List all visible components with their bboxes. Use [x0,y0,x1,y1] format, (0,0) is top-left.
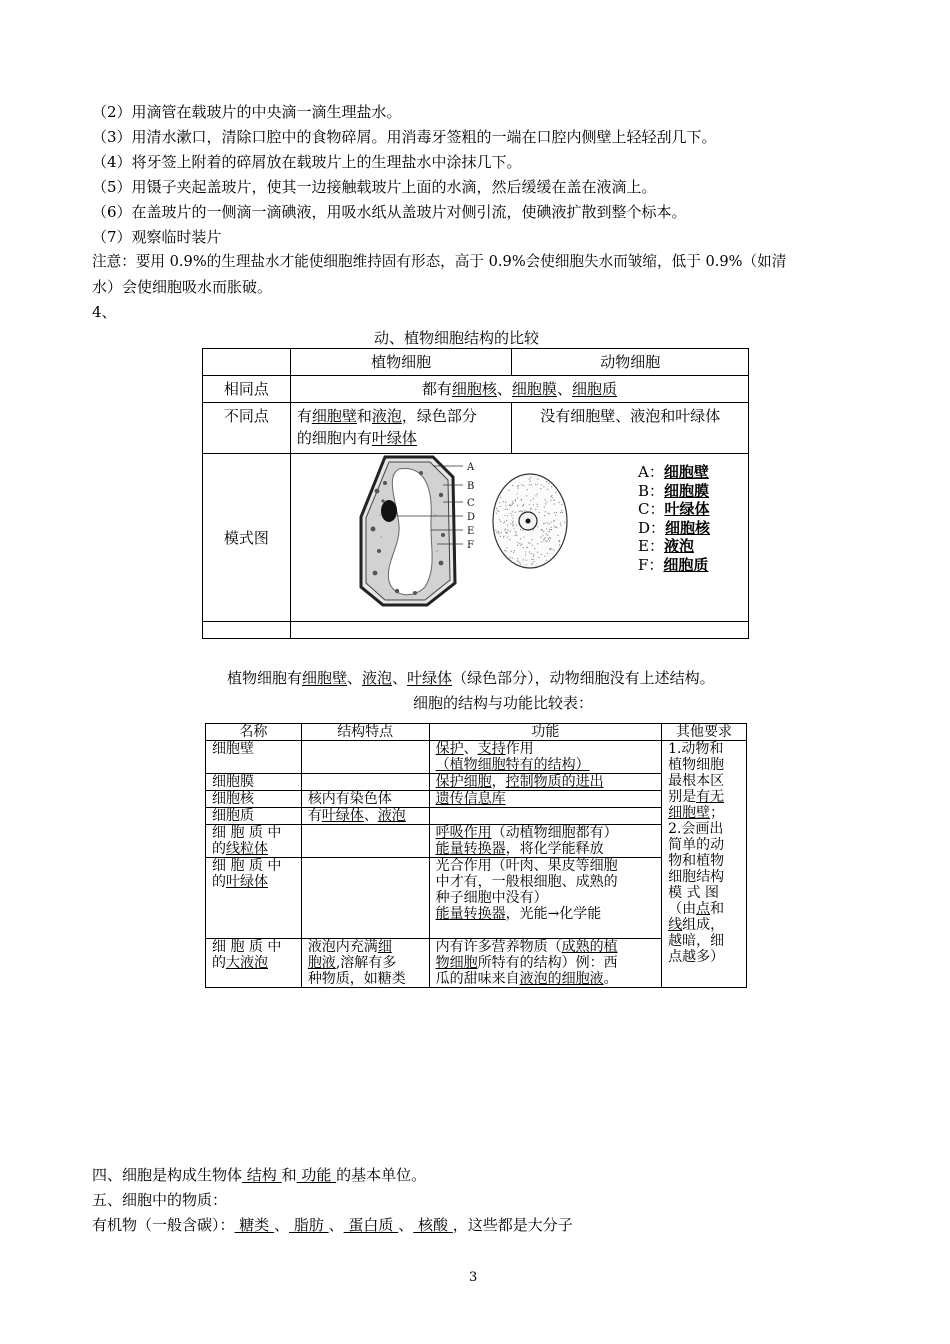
legend-item: A：细胞壁 [638,463,709,481]
same-points-cell: 都有细胞核、细胞膜、细胞质 [290,376,748,403]
legend-item: B：细胞膜 [638,481,710,500]
structure-cell [301,741,429,774]
step-5: （5）用镊子夹起盖玻片，使其一边接触载玻片上面的水滴，然后缓缓在盖在液滴上。 [92,178,657,196]
note-line-1: 注意：要用 0.9%的生理盐水才能使细胞维持固有形态，高于 0.9%会使细胞失水而皱缩，低于 0.9%（如清 [92,253,787,270]
row-label-model: 模式图 [203,454,291,622]
animal-diff-cell: 没有细胞壁、液泡和叶绿体 [512,403,749,454]
function-cell: 保护、支持作用 （植物细胞特有的结构） [429,741,662,774]
row-label-diff: 不同点 [203,403,291,454]
plant-cell-figure [361,457,455,605]
legend-item: C：叶绿体 [638,500,710,518]
section-four: 四、细胞是构成生物体 结构 和 功能 的基本单位。 [92,1166,427,1184]
function-cell [429,808,662,825]
organic-matter-line: 有机物（一般含碳）： 糖类 、 脂肪 、 蛋白质 、 核酸 ，这些都是大分子 [92,1216,573,1234]
table1-caption: 动、植物细胞结构的比较 [374,329,540,347]
name-cell: 细胞膜 [206,774,302,791]
header-name: 名称 [206,724,302,741]
table-cell [203,622,291,639]
row-label-same: 相同点 [203,376,291,403]
step-4: （4）将牙签上附着的碎屑放在载玻片上的生理盐水中涂抹几下。 [92,153,522,171]
function-cell: 内有许多营养物质（成熟的植 物细胞所特有的结构）例：西 瓜的甜味来自液泡的细胞液。 [429,939,662,988]
page-number: 3 [469,1270,478,1285]
legend-item: E：液泡 [638,537,694,555]
fig-letter-c: C [467,498,475,509]
table2-caption: 细胞的结构与功能比较表： [413,694,594,712]
structure-cell [301,825,429,858]
fig-letter-d: D [467,512,476,523]
summary-sentence: 植物细胞有细胞壁、液泡、叶绿体（绿色部分），动物细胞没有上述结构。 [227,669,715,687]
structure-cell [301,774,429,791]
fig-letter-e: E [467,526,475,537]
legend-item: F：细胞质 [638,555,709,574]
table-row [203,376,749,403]
structure-cell [301,858,429,939]
header-function: 功能 [429,724,662,741]
table-header-row [206,724,747,741]
cell-diagram [355,455,635,615]
name-cell: 细胞核 [206,791,302,808]
step-2: （2）用滴管在载玻片的中央滴一滴生理盐水。 [92,103,402,121]
note-line-2: 水）会使细胞吸水而胀破。 [92,278,273,296]
section-five: 五、细胞中的物质： [92,1191,228,1209]
structure-cell: 有叶绿体、液泡 [301,808,429,825]
table-cell [290,622,748,639]
header-structure: 结构特点 [301,724,429,741]
header-plant: 植物细胞 [290,349,512,376]
function-cell: 光合作用（叶肉、果皮等细胞 中才有，一般根细胞、成熟的 种子细胞中没有） 能量转换器，光能→化学能 [429,858,662,939]
table-cell [203,349,291,376]
plant-diff-cell: 有细胞壁和液泡，绿色部分 的细胞内有叶绿体 [290,403,512,454]
function-cell: 呼吸作用（动植物细胞都有） 能量转换器，将化学能释放 [429,825,662,858]
legend-item: D：细胞核 [638,518,711,537]
step-3: （3）用清水漱口，清除口腔中的食物碎屑。用消毒牙签粗的一端在口腔内侧壁上轻轻刮几下。 [92,128,717,146]
header-other: 其他要求 [662,724,747,741]
table-row [206,741,747,774]
fig-letter-f: F [467,540,474,551]
name-cell: 细 胞 质 中 的大液泡 [206,939,302,988]
function-cell: 保护细胞，控制物质的进出 [429,774,662,791]
fig-letter-a: A [467,462,475,473]
name-cell: 细胞质 [206,808,302,825]
name-cell: 细胞壁 [206,741,302,774]
structure-cell: 液泡内充满细 胞液,溶解有多 种物质，如糖类 [301,939,429,988]
step-6: （6）在盖玻片的一侧滴一滴碘液，用吸水纸从盖玻片对侧引流，使碘液扩散到整个标本。 [92,203,687,221]
animal-cell-figure [493,474,567,568]
table-row [203,622,749,639]
name-cell: 细 胞 质 中 的线粒体 [206,825,302,858]
function-cell: 遗传信息库 [429,791,662,808]
structure-function-table [205,723,747,988]
header-animal: 动物细胞 [512,349,749,376]
step-7: （7）观察临时装片 [92,228,222,246]
structure-cell: 核内有染色体 [301,791,429,808]
table-row [203,403,749,454]
section-number: 4、 [92,303,117,321]
name-cell: 细 胞 质 中 的叶绿体 [206,858,302,939]
other-requirements-cell: 1.动物和 植物细胞 最根本区 别是有无 细胞壁； 2.会画出 简单的动 物和植物 细胞结构 模 式 图 （由点和 线组成， 越暗，细 点越多） [662,741,747,988]
figure-letters [466,462,475,551]
fig-letter-b: B [467,481,475,492]
table-row [203,349,749,376]
diagram-legend [638,463,710,574]
